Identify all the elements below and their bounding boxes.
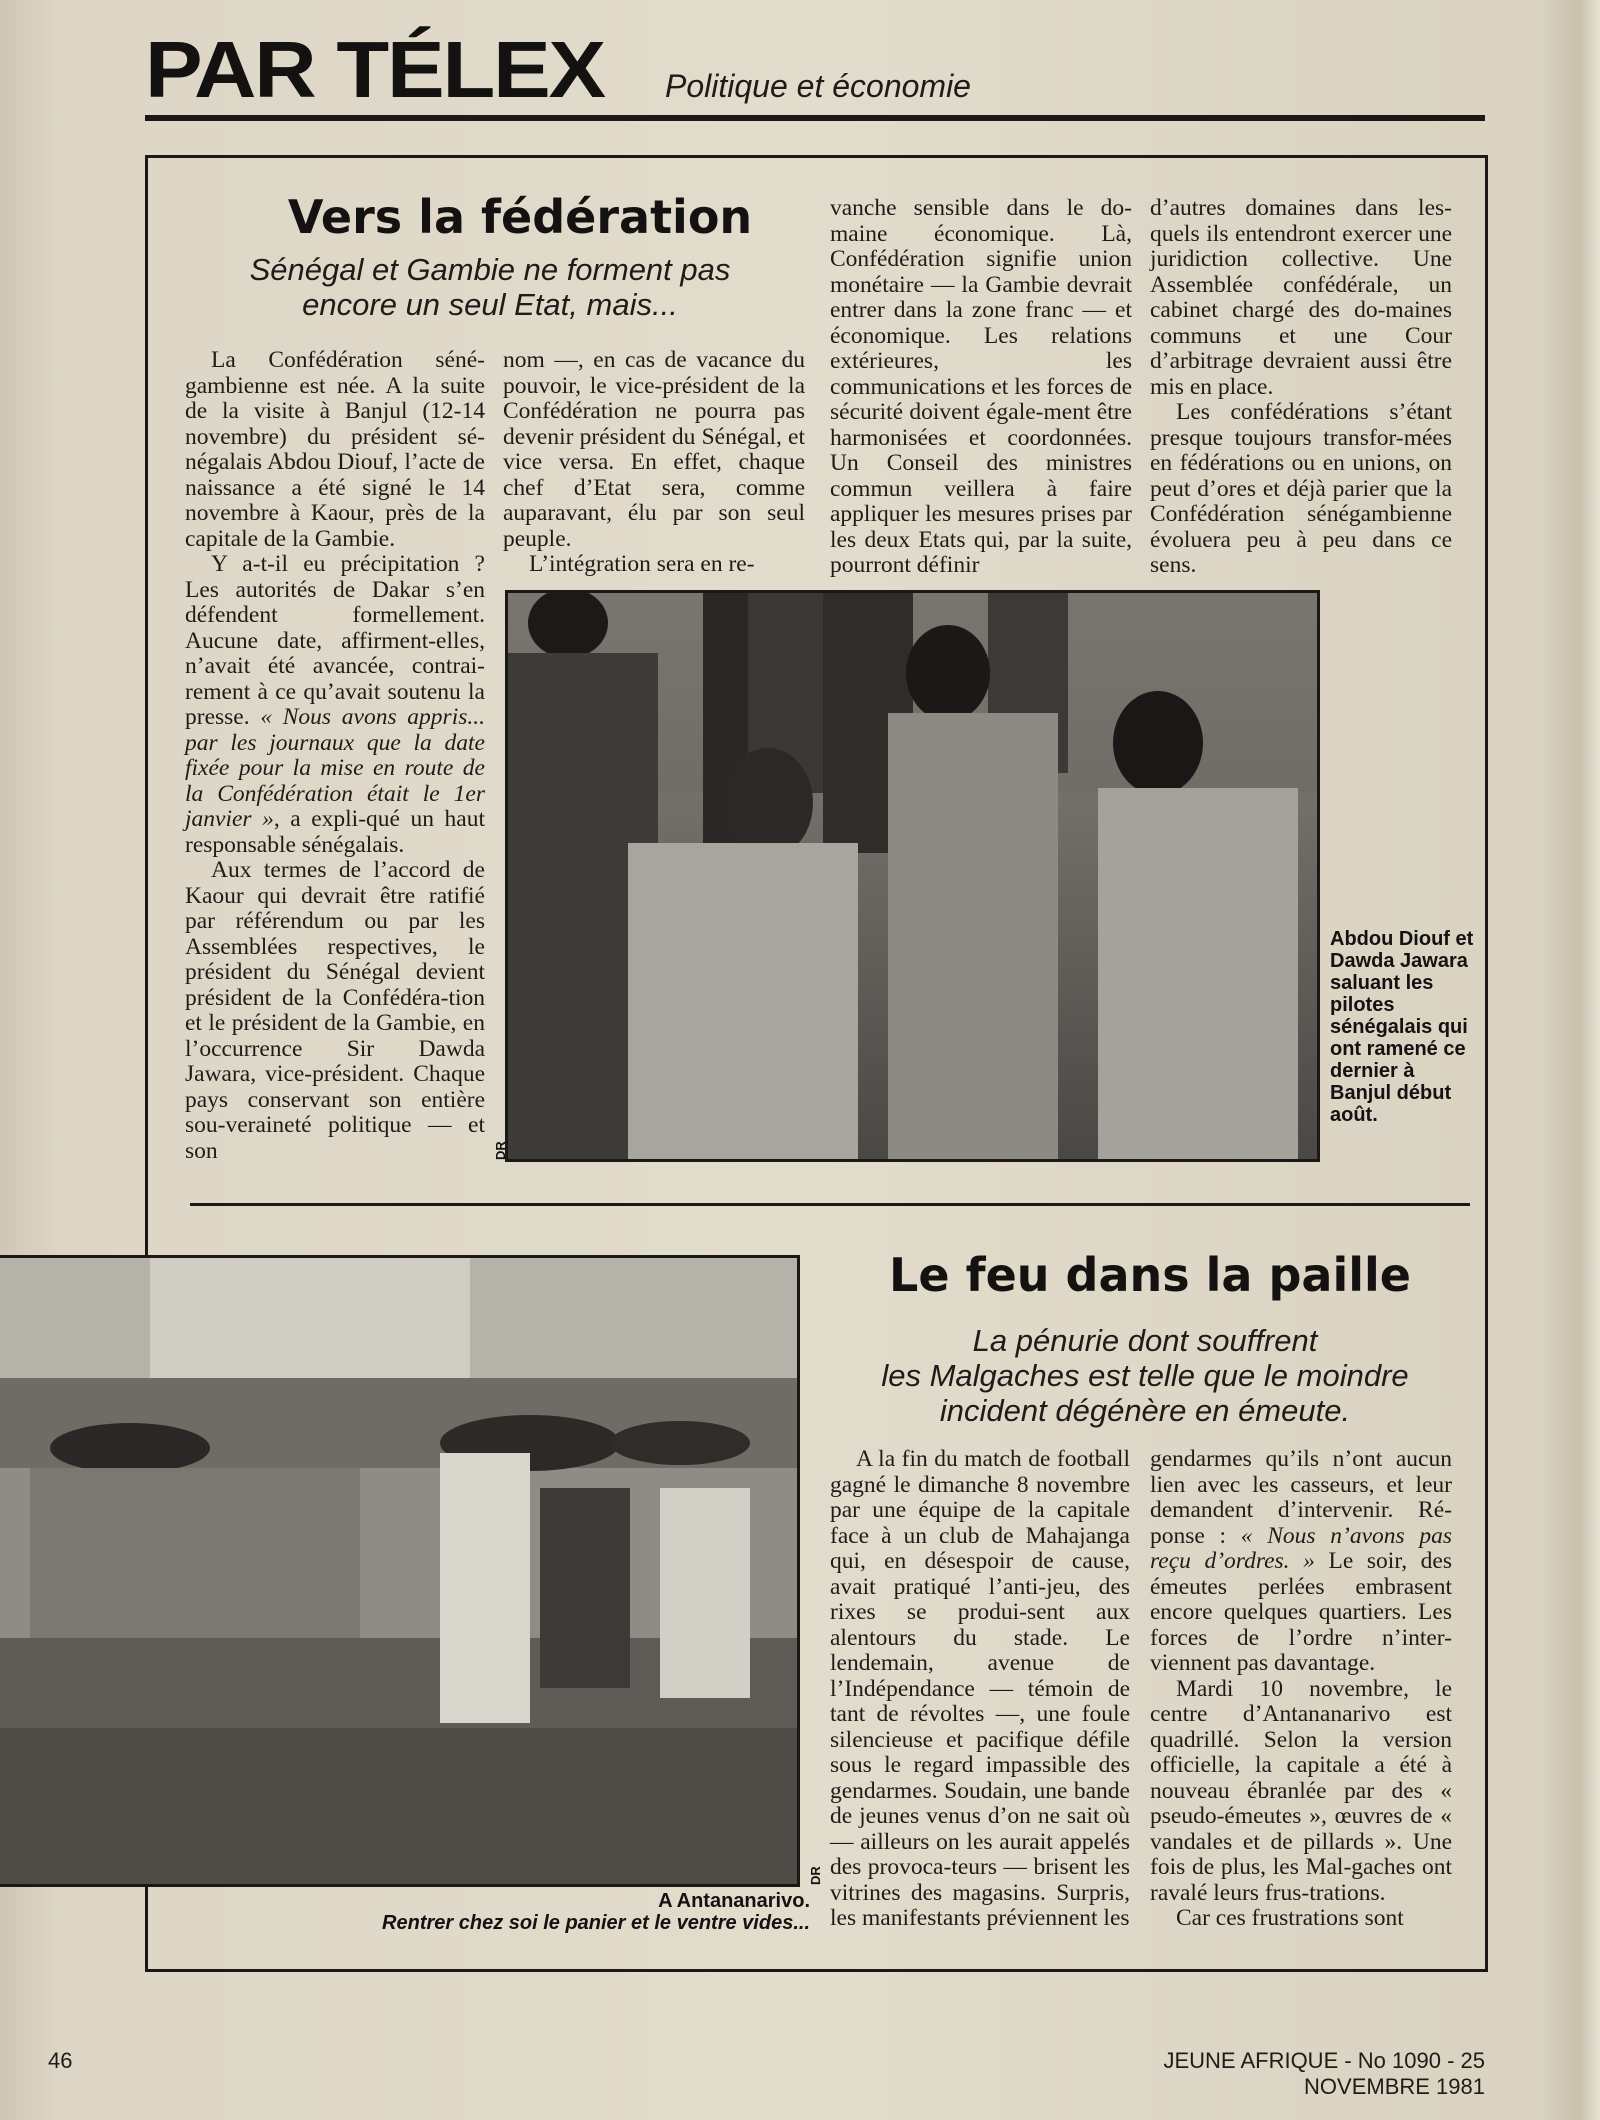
article1-photo-credit: DR — [493, 1141, 508, 1160]
handshake-photo-image — [508, 593, 1317, 1159]
paragraph-text: Y a-t-il eu précipitation ? Les autorités de Dakar s’en défendent formellement. Aucune date, affirment-elles, n’avait été avancée, contrai-rement à ce qu’avait soutenu la presse. — [185, 551, 485, 730]
article1-column-2 — [503, 348, 805, 578]
paragraph: Les confédérations s’étant presque toujours transfor-mées en fédérations ou en unions, on peut d’ores et déjà parier que la Confédération sénégambienne évoluera peu à peu dans ce sens. — [1150, 399, 1452, 578]
article2-photo-caption — [300, 1890, 810, 1934]
publication-info: JEUNE AFRIQUE - No 1090 - 25 NOVEMBRE 1981 — [1163, 2048, 1485, 2099]
article2-column-1 — [830, 1447, 1130, 1932]
paragraph-text: gendarmes qu’ils n’ont aucun lien avec les casseurs, et leur demandent d’intervenir. Ré-ponse : — [1150, 1446, 1452, 1549]
article1-photo-caption: Abdou Diouf et Dawda Jawara saluant les pilotes sénégalais qui ont ramené ce dernier à Banjul début août. — [1330, 928, 1474, 1126]
quote: « Nous n’avons pas reçu d’ordres. » — [1150, 1522, 1452, 1574]
quote: « Nous avons appris... par les journaux que la date fixée pour la mise en route de la Confédération était le 1er janvier » — [185, 704, 485, 832]
article2-headline: Le feu dans la paille — [889, 1248, 1411, 1302]
article1-column-4 — [1150, 196, 1452, 579]
article1-column-3 — [830, 196, 1132, 579]
section-title: PAR TÉLEX — [145, 25, 605, 114]
paragraph: A la fin du match de football gagné le dimanche 8 novembre par une équipe de la capitale face à un club de Mahajanga qui, en désespoir de cause, avait pratiqué l’anti-jeu, des rixes se produi-sent aux alentours du stade. Le lendemain, avenue de l’Indépendance — témoin de tant de révoltes —, une foule silencieuse et pacifique défile sous le regard impassible des gendarmes. Soudain, une bande de jeunes venus d’on ne sait où — ailleurs on les aurait appelés des provoca-teurs — brisent les vitrines des magasins. Surpris, les manifestants préviennent les — [830, 1446, 1130, 1931]
paragraph — [185, 552, 485, 858]
article1-deck-line: Sénégal et Gambie ne forment pas — [249, 252, 731, 287]
paragraph: Car ces frustrations sont — [1176, 1905, 1404, 1931]
section-header — [145, 25, 1485, 121]
queue-photo-image — [0, 1258, 797, 1884]
article1-deck — [180, 252, 800, 322]
article2-caption-line2: Rentrer chez soi le panier et le ventre vides... — [382, 1912, 810, 1934]
article2-deck-line: les Malgaches est telle que le moindre — [881, 1358, 1409, 1393]
article1-deck-line: encore un seul Etat, mais... — [302, 287, 678, 322]
paragraph: d’autres domaines dans les-quels ils entendront exercer une juridiction collective. Une Assemblée confédérale, un cabinet chargé des do-maines communs et une Cour d’arbitrage devraient aussi être mis en place. — [1150, 195, 1452, 400]
article1-photo — [505, 590, 1320, 1162]
paragraph: vanche sensible dans le do-maine économique. Là, Confédération signifie union monétaire — la Gambie devrait entrer dans la zone franc — et économique. Les relations extérieures, les communications et les forces de sécurité doivent égale-ment être harmonisées et coordonnées. Un Conseil des ministres commun veillera à faire appliquer les mesures prises par les deux Etats qui, par la suite, pourront définir — [830, 195, 1132, 578]
article2-deck-line: incident dégénère en émeute. — [939, 1393, 1351, 1428]
paragraph: Mardi 10 novembre, le centre d’Antananarivo est quadrillé. Selon la version officielle, la capitale a été à nouveau ébranlée par des « pseudo-émeutes », œuvres de « vandales et de pillards ». Une fois de plus, les Mal-gaches ont ravalé leurs frus-trations. — [1150, 1675, 1452, 1906]
article2-caption-line1: A Antananarivo. — [658, 1890, 810, 1912]
article2-deck — [815, 1323, 1475, 1428]
paragraph-text: Le soir, des émeutes perlées embrasent encore quelques quartiers. Les forces de l’ordre n’inter-viennent pas davantage. — [1150, 1548, 1453, 1676]
section-subtitle: Politique et économie — [665, 68, 971, 104]
article2-photo — [0, 1255, 800, 1887]
paragraph — [1150, 1447, 1452, 1677]
article1-column-1 — [185, 348, 485, 1164]
paragraph-text: , a expli-qué un haut responsable sénégalais. — [185, 806, 485, 858]
paragraph: Aux termes de l’accord de Kaour qui devrait être ratifié par référendum ou par les Assemblées respectives, le président du Sénégal devient président de la Confédéra-tion et le président de la Gambie, en l’occurrence Sir Dawda Jawara, vice-président. Chaque pays conservant son entière sou-veraineté politique — et son — [185, 857, 485, 1164]
paragraph: nom —, en cas de vacance du pouvoir, le vice-président de la Confédération ne pourra pas devenir président du Sénégal, et vice versa. En effet, chaque chef d’Etat sera, comme auparavant, élu par son seul peuple. — [503, 347, 805, 552]
article-divider — [190, 1203, 1470, 1206]
article2-deck-line: La pénurie dont souffrent — [972, 1323, 1318, 1358]
page-number: 46 — [48, 2048, 73, 2073]
article1-headline: Vers la fédération — [287, 190, 753, 244]
paragraph: L’intégration sera en re- — [529, 551, 755, 577]
article2-column-2 — [1150, 1447, 1452, 1932]
article2-photo-credit: DR — [808, 1866, 823, 1885]
paragraph: La Confédération séné-gambienne est née. A la suite de la visite à Banjul (12-14 novembre) du président sé-négalais Abdou Diouf, l’acte de naissance a été signé le 14 novembre à Kaour, près de la capitale de la Gambie. — [185, 347, 485, 552]
